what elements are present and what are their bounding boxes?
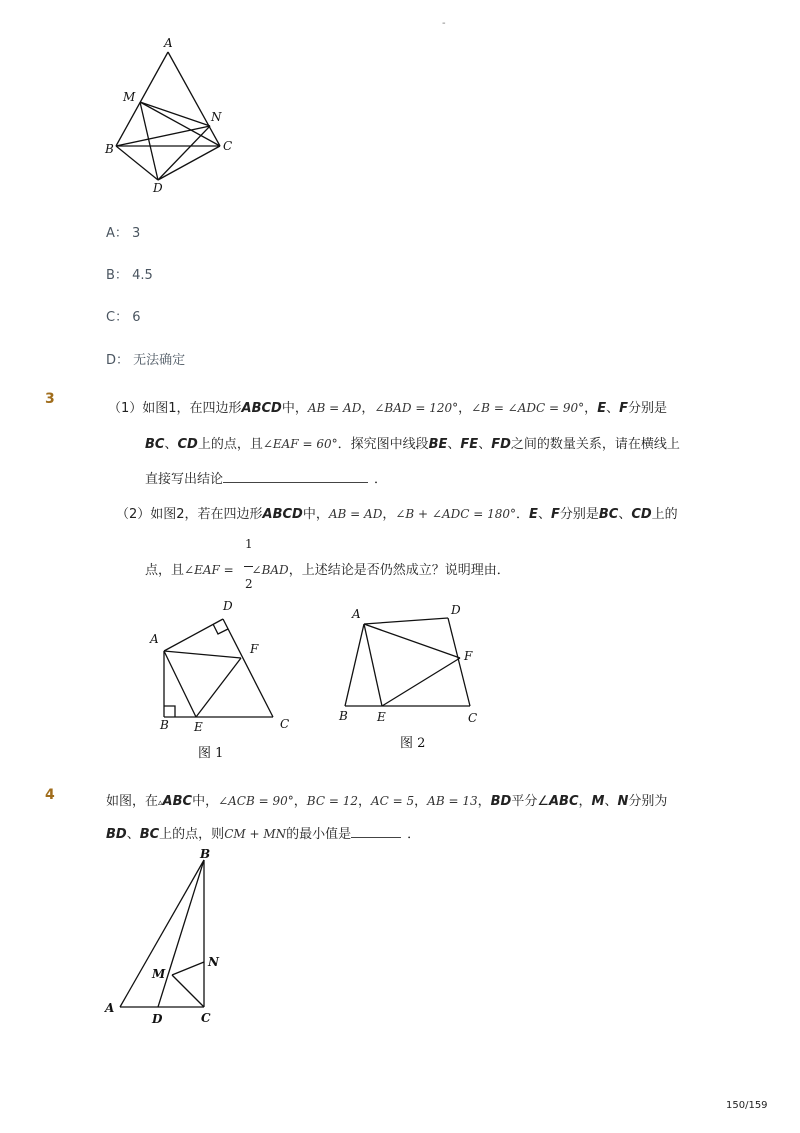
q3-line4: （2）如图2，若在四边形ABCD中，AB = AD，∠B + ∠ADC = 180°．E、F分别是BC、CD上的 (116, 507, 678, 522)
fig2-label-B: B (339, 709, 348, 723)
question-4-number: 4 (45, 787, 55, 803)
q3-line3: 直接写出结论 ． (145, 472, 388, 487)
q3-line2: BC、CD上的点，且∠EAF = 60°．探究图中线段BE、FE、FD之间的数量关系，请在横线上 (145, 437, 680, 452)
header-mark: - (442, 18, 446, 29)
option-a-key: A： (106, 226, 128, 241)
question-3-number: 3 (45, 391, 55, 407)
option-d[interactable] (106, 349, 185, 368)
label-D: D (153, 181, 163, 195)
figure-1 (140, 595, 300, 765)
option-a-value: 3 (132, 226, 141, 241)
fraction-denominator: 2 (245, 577, 253, 591)
fig2-caption: 图 2 (400, 736, 426, 751)
label-C: C (223, 139, 233, 153)
fig2-label-E: E (377, 710, 386, 724)
fig1-caption: 图 1 (198, 746, 224, 761)
option-d-key: D： (106, 353, 130, 368)
figure-rhombus-triangle (100, 34, 240, 199)
fig1-label-A: A (150, 632, 159, 646)
fig1-label-B: B (160, 718, 169, 732)
figure-q4 (100, 840, 230, 1030)
option-b[interactable] (106, 264, 153, 283)
q4-label-C: C (201, 1011, 211, 1025)
answer-blank-q3[interactable] (223, 470, 368, 483)
fig2-label-C: C (468, 711, 478, 725)
answer-blank-q4[interactable] (351, 825, 401, 838)
seg-MN (140, 102, 210, 126)
q4-line2: BD、BC上的点，则CM + MN的最小值是 ． (106, 827, 421, 842)
figure-2 (330, 596, 500, 756)
option-c[interactable] (106, 306, 141, 325)
q4-label-B: B (200, 847, 211, 861)
seg-CD (158, 146, 220, 180)
q3-line5: 点，且∠EAF = ∠BAD，上述结论是否仍然成立？说明理由． (145, 563, 510, 578)
label-N: N (211, 110, 222, 124)
option-b-key: B： (106, 268, 128, 283)
option-a[interactable] (106, 222, 140, 241)
label-B: B (105, 142, 114, 156)
fig1-label-F: F (250, 642, 259, 656)
fig1-label-E: E (194, 720, 203, 734)
fig2-label-F: F (464, 649, 473, 663)
label-A: A (164, 36, 173, 50)
seg-BN (116, 126, 210, 146)
option-c-value: 6 (132, 310, 141, 325)
option-d-value: 无法确定 (133, 353, 186, 368)
q4-label-D: D (152, 1012, 163, 1026)
label-M: M (123, 90, 136, 104)
fraction-numerator: 1 (245, 537, 253, 551)
page-number: 150/159 (726, 1100, 768, 1111)
fig1-label-D: D (223, 599, 233, 613)
fig2-label-A: A (352, 607, 361, 621)
q4-label-A: A (105, 1001, 115, 1015)
q3-line1: （1）如图1，在四边形ABCD中，AB = AD，∠BAD = 120°，∠B = ∠ADC = 90°，E、F分别是 (108, 401, 667, 416)
q4-label-M: M (152, 967, 166, 981)
option-c-key: C： (106, 310, 129, 325)
seg-ND (158, 126, 210, 180)
q4-label-N: N (208, 955, 219, 969)
option-b-value: 4.5 (132, 268, 153, 283)
fig2-label-D: D (451, 603, 461, 617)
fig1-label-C: C (280, 717, 290, 731)
q4-line1: 如图，在▵ABC中，∠ACB = 90°，BC = 12，AC = 5，AB = 13，BD平分∠ABC，M、N分别为 (106, 794, 668, 809)
